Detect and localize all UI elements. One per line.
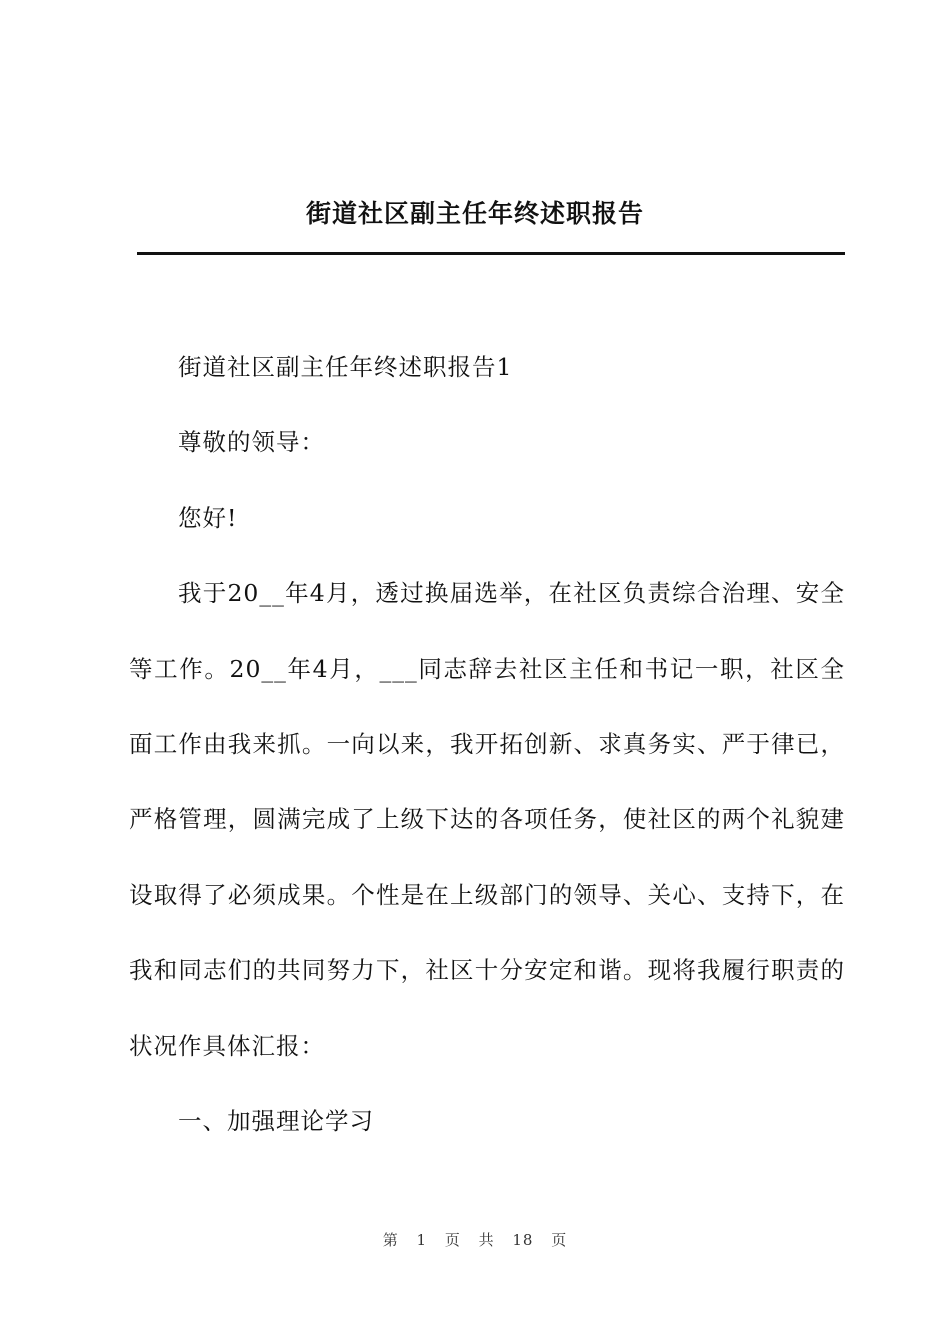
page-number: 第 1 页 共 18 页	[382, 1231, 568, 1249]
salutation: 尊敬的领导：	[178, 428, 325, 457]
document-body	[129, 330, 845, 1159]
page-header	[0, 0, 950, 260]
subheading: 一、加强理论学习	[178, 1107, 374, 1136]
document-title: 街道社区副主任年终述职报告	[305, 199, 644, 228]
greeting: 您好!	[178, 503, 238, 532]
title-divider	[137, 252, 845, 255]
section-heading: 街道社区副主任年终述职报告1	[178, 353, 513, 381]
body-paragraph: 我于20__年4月，透过换届选举，在社区负责综合治理、安全等工作。20__年4月，___同志辞去社区主任和书记一职，社区全面工作由我来抓。一向以来，我开拓创新、求真务实、严于律已，严格管理，圆满完成了上级下达的各项任务，使社区的两个礼貌建设取得了必须成果。个性是在上级部门的领导、关心、支持下，在我和同志们的共同努力下，社区十分安定和谐。现将我履行职责的状况作具体汇报：	[129, 579, 845, 1060]
